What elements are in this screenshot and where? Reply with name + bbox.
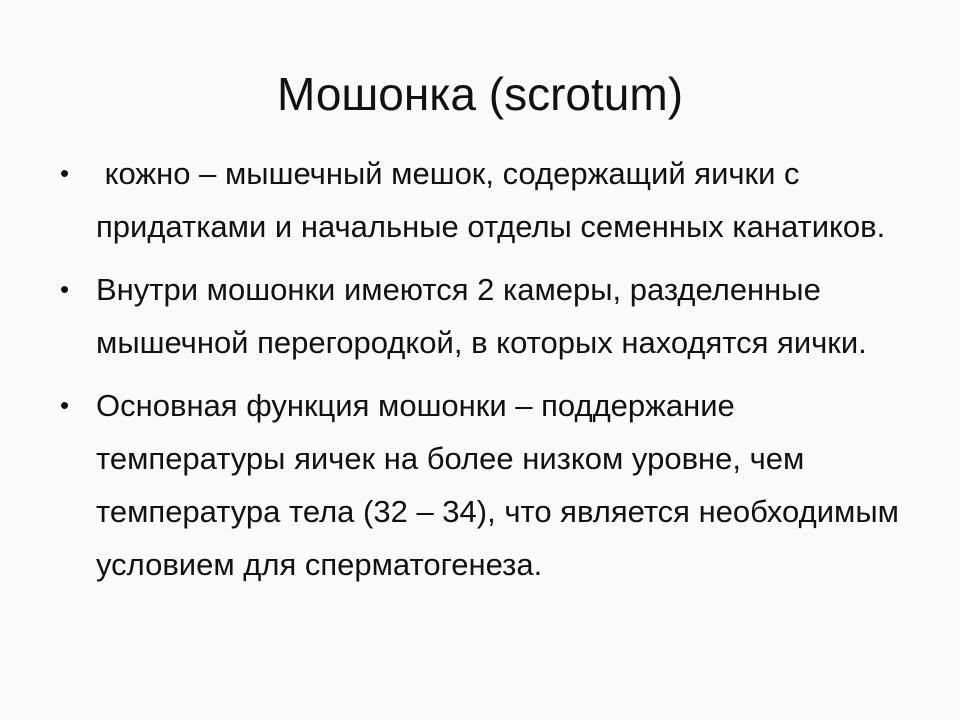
- bullet-marker-icon: •: [60, 390, 70, 420]
- bullet-marker-icon: •: [60, 274, 70, 304]
- bullet-text: Внутри мошонки имеются 2 камеры, разделенные мышечной перегородкой, в которых находятся яички.: [96, 272, 867, 360]
- bullet-text: кожно – мышечный мешок, содержащий яички с придатками и начальные отделы семенных канатиков.: [96, 156, 886, 244]
- bullet-item: [60, 379, 910, 591]
- bullet-list: [60, 147, 910, 601]
- bullet-item: [60, 147, 910, 253]
- bullet-text: Основная функция мошонки – поддержание температуры яичек на более низком уровне, чем температура тела (32 – 34), что является необходимым условием для сперматогенеза.: [96, 388, 899, 582]
- slide-title: Мошонка (scrotum): [276, 68, 684, 120]
- bullet-marker-icon: •: [60, 158, 70, 188]
- bullet-item: [60, 263, 910, 369]
